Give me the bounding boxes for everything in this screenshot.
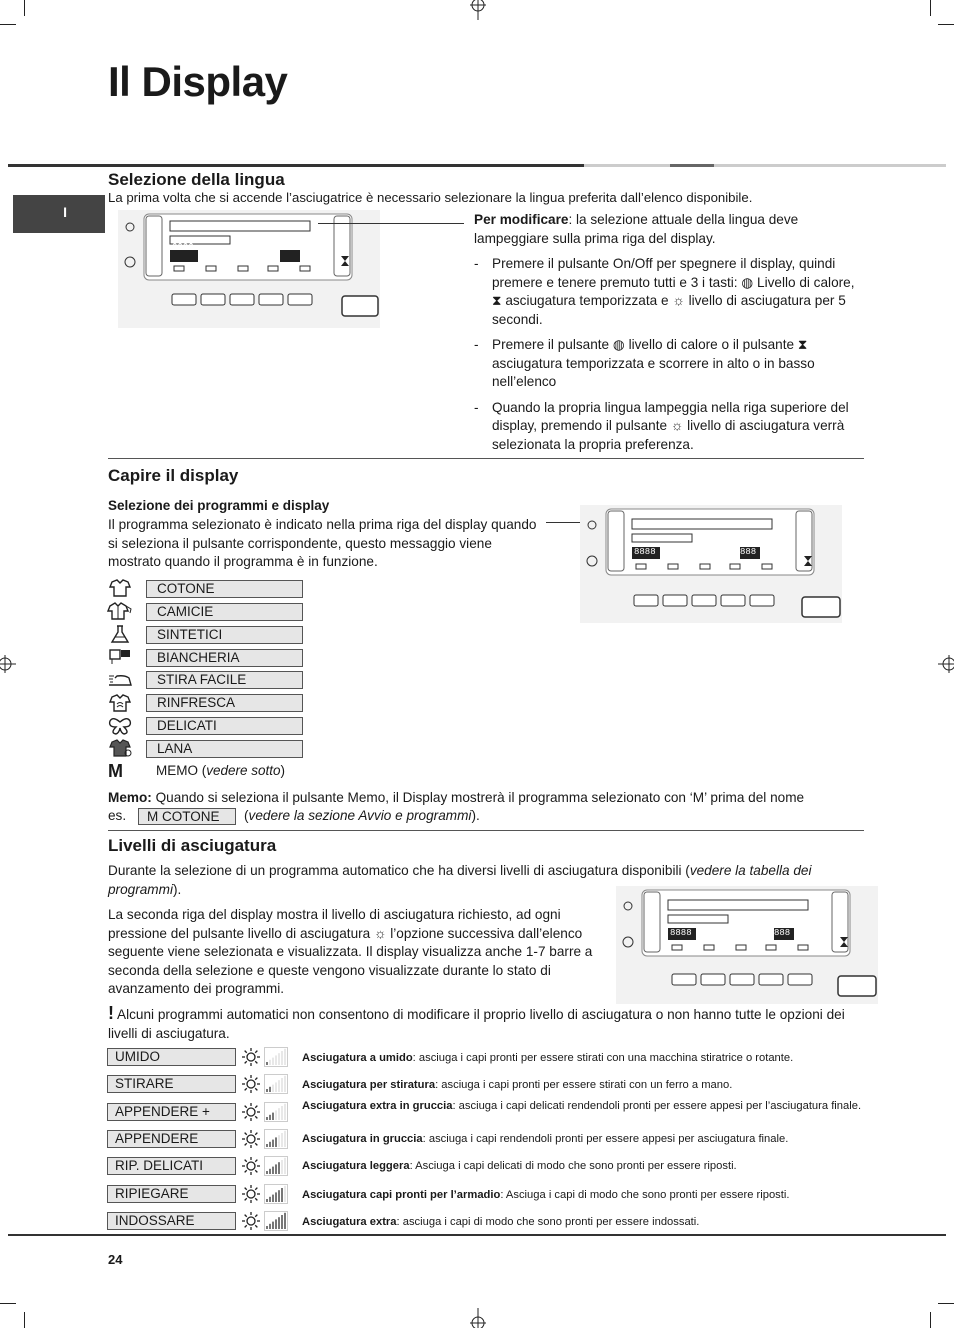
memo-reference-text: vedere la sezione Avvio e programmi [248,808,472,823]
panel-time-digits: 8888 [670,928,692,938]
control-panel-diagram [118,210,380,328]
modify-paragraph [474,211,866,248]
drying-level-description [302,1159,862,1173]
subheading-programs: Selezione dei programmi e display [108,498,330,513]
drying-level-bars [264,1102,288,1122]
bottom-rule [8,1234,946,1236]
modify-label: Per modificare [474,212,569,227]
drying-level-label: STIRARE [107,1075,236,1093]
step-2-text-c: asciugatura temporizzata e scorrere in alto o in basso nell’elenco [492,355,815,389]
shirt-icon [107,578,133,598]
drying-level-bars [264,1129,288,1149]
language-tab: I [13,195,105,233]
drying-sun-icon [240,1128,262,1150]
drying-explanation-a: La seconda riga del display mostra il livello di asciugatura richiesto, ad ogni pressione del pulsante livello di asciugatura [108,907,561,941]
heat-level-icon: ◍ [741,274,754,290]
drying-level-name: Asciugatura a umido [302,1052,413,1064]
step-1-text-a: Premere il pulsante On/Off per spegnere il display, quindi premere e tenere premuto tutti e 3 i tasti: [492,256,836,290]
drying-level-icon: ☼ [374,925,387,941]
drying-sun-icon [240,1073,262,1095]
drying-level-bars [264,1074,288,1094]
refresh-shirt-icon [107,693,133,713]
section-heading-drying-levels: Livelli di asciugatura [108,836,277,855]
memo-note-text: Quando si seleziona il pulsante Memo, il Display mostrerà il programma selezionato con ‘M’ prima del nome [155,790,805,805]
timed-drying-icon: ⧗ [797,337,808,352]
memo-example-prefix: es. [108,808,127,823]
drying-level-description [302,1132,862,1146]
memo-label-close: ) [280,763,286,778]
registration-mark [467,0,489,20]
program-label: LANA [146,740,303,758]
crop-mark [938,1303,954,1304]
top-rule-light [714,164,946,167]
drying-level-name: Asciugatura leggera [302,1160,410,1172]
memo-note [108,789,868,808]
crop-mark [938,24,954,25]
memo-letter-icon: M [108,761,123,781]
language-intro: La prima volta che si accende l’asciugatrice è necessario selezionare la lingua preferita dall’elenco disponibile. [108,190,753,205]
drying-level-name: Asciugatura in gruccia [302,1133,423,1145]
control-panel-drawing [118,210,380,328]
callout-line [318,223,464,224]
step-1-text-d: livello di asciugatura per 5 secondi. [492,293,846,327]
program-label: STIRA FACILE [146,671,303,689]
step-1-text-b: Livello di calore, [757,274,855,290]
control-panel-diagram [580,505,842,623]
step-1-text-c: asciugatura temporizzata e [505,293,669,308]
butterfly-icon [107,716,133,736]
drying-sun-icon [240,1210,262,1232]
drying-level-name: Asciugatura extra [302,1216,397,1228]
drying-explanation-b: l’opzione successiva dall’elenco seguente viene selezionata e visualizzata. Il display visualizza anche 1-7 barre a seconda della selezione e queste vengono visualizzate durante lo stato di avanzamento dei programmi. [108,925,593,996]
drying-level-text: : Asciuga i capi delicati di modo che sono pronti per essere riposti. [409,1160,737,1172]
drying-intro-close: ). [172,881,182,897]
drying-intro-text: Durante la selezione di un programma automatico che ha diversi livelli di asciugatura disponibili ( [108,863,690,878]
drying-level-label: RIPIEGARE [107,1185,236,1203]
drying-level-description [302,1099,862,1113]
control-panel-drawing [616,886,878,1004]
language-steps [474,255,866,461]
drying-level-bars [264,1184,288,1204]
modify-text: : la selezione attuale della lingua deve lampeggiare sulla prima riga del display. [474,212,799,246]
drying-warning-text: Alcuni programmi automatici non consentono di modificare il proprio livello di asciugatura o non hanno tutte le opzioni dei livelli di asciugatura. [108,1007,845,1041]
drying-level-label: APPENDERE [107,1130,236,1148]
drying-level-text: : asciuga i capi di modo che sono pronti per essere indossati. [396,1216,700,1228]
drying-level-text: : asciuga i capi pronti per essere stirati con una macchina stiratrice o rotante. [412,1052,794,1064]
drying-level-name: Asciugatura per stiratura [302,1079,436,1091]
memo-label-italic: vedere sotto [206,763,281,778]
crop-mark [24,0,25,16]
step-3-text-a: Quando la propria lingua lampeggia nella riga superiore del display, premendo il pulsante [492,399,849,433]
drying-level-label: RIP. DELICATI [107,1157,236,1175]
towels-icon [107,647,133,667]
drying-level-description [302,1078,862,1092]
memo-label-text: MEMO ( [156,763,207,778]
section-heading-display: Capire il display [108,466,239,485]
memo-reference-close: ). [471,808,480,823]
drying-level-label: APPENDERE + [107,1103,236,1121]
memo-reference [244,807,480,826]
drying-level-bars [264,1156,288,1176]
section-divider [108,830,864,831]
crop-mark [24,1312,25,1328]
drying-level-label: UMIDO [107,1048,236,1066]
step-3-text-b: livello di asciugatura verrà selezionata la propria preferenza. [492,418,845,452]
drying-warning [108,1004,868,1043]
shirts-icon [107,601,133,621]
language-step-1 [474,255,866,329]
step-2-text-a: Premere il pulsante [492,337,610,352]
drying-level-icon: ☼ [672,293,685,308]
timed-drying-icon: ⧗ [492,293,502,308]
section-heading-language: Selezione della lingua [108,170,285,189]
drying-level-text: : asciuga i capi rendendoli pronti per essere appesi per asciugatura finale. [422,1133,789,1145]
drying-level-text: : asciuga i capi delicati rendendoli pronti per essere appesi per l’asciugatura finale. [452,1100,862,1112]
iron-icon [107,670,133,690]
drying-level-text: : Asciuga i capi di modo che sono pronti per essere riposti. [500,1189,790,1201]
language-step-2 [474,336,866,392]
registration-mark [0,652,16,676]
crop-mark [930,1312,931,1328]
drying-level-description [302,1188,862,1202]
warning-icon: ! [108,1003,114,1023]
registration-mark [467,1308,489,1328]
top-rule [8,164,584,167]
section-divider [108,458,864,459]
programs-intro: Il programma selezionato è indicato nella prima riga del display quando si seleziona il pulsante corrispondente, questo messaggio viene mostrato quando il programma è in funzione. [108,517,537,569]
program-label: BIANCHERIA [146,649,303,667]
drying-level-text: : asciuga i capi pronti per essere stirati con un ferro a mano. [435,1079,733,1091]
drying-level-bars [264,1211,288,1231]
top-rule-light [584,164,670,167]
drying-level-name: Asciugatura extra in gruccia [302,1100,453,1112]
memo-label [156,763,285,778]
heat-level-icon: ◍ [612,337,625,352]
program-label: SINTETICI [146,626,303,644]
panel-time-digits: 8888 [172,240,194,250]
panel-level-digits: 888 [740,547,757,557]
page-number: 24 [108,1252,123,1267]
crop-mark [0,1303,16,1304]
drying-level-description [302,1051,862,1065]
drying-sun-icon [240,1155,262,1177]
drying-level-label: INDOSSARE [107,1212,236,1230]
panel-level-digits: 888 [774,928,791,938]
top-rule-mid [670,164,714,167]
drying-intro-italic: vedere la tabella dei programmi [108,863,812,897]
language-step-3 [474,399,866,455]
control-panel-drawing [580,505,842,623]
program-label: CAMICIE [146,603,303,621]
control-panel-diagram [616,886,878,1004]
drying-level-icon: ☼ [670,418,684,433]
panel-time-digits: 8888 [634,547,656,557]
drying-explanation [108,906,608,999]
wool-icon [107,738,133,758]
memo-example-box: M COTONE [138,808,236,825]
page-title: Il Display [108,58,288,105]
program-label: RINFRESCA [146,694,303,712]
memo-reference-open: ( [244,808,249,823]
registration-mark [938,652,954,676]
flask-icon [107,624,133,644]
drying-level-description [302,1215,862,1229]
drying-level-bars [264,1047,288,1067]
drying-sun-icon [240,1183,262,1205]
step-2-text-b: livello di calore o il pulsante [628,337,795,352]
program-label: DELICATI [146,717,303,735]
memo-note-label: Memo: [108,790,152,805]
drying-sun-icon [240,1046,262,1068]
crop-mark [930,0,931,16]
panel-level-digits: 888 [280,240,297,250]
drying-sun-icon [240,1101,262,1123]
drying-level-name: Asciugatura capi pronti per l’armadio [302,1189,501,1201]
crop-mark [0,24,16,25]
program-label: COTONE [146,580,303,598]
